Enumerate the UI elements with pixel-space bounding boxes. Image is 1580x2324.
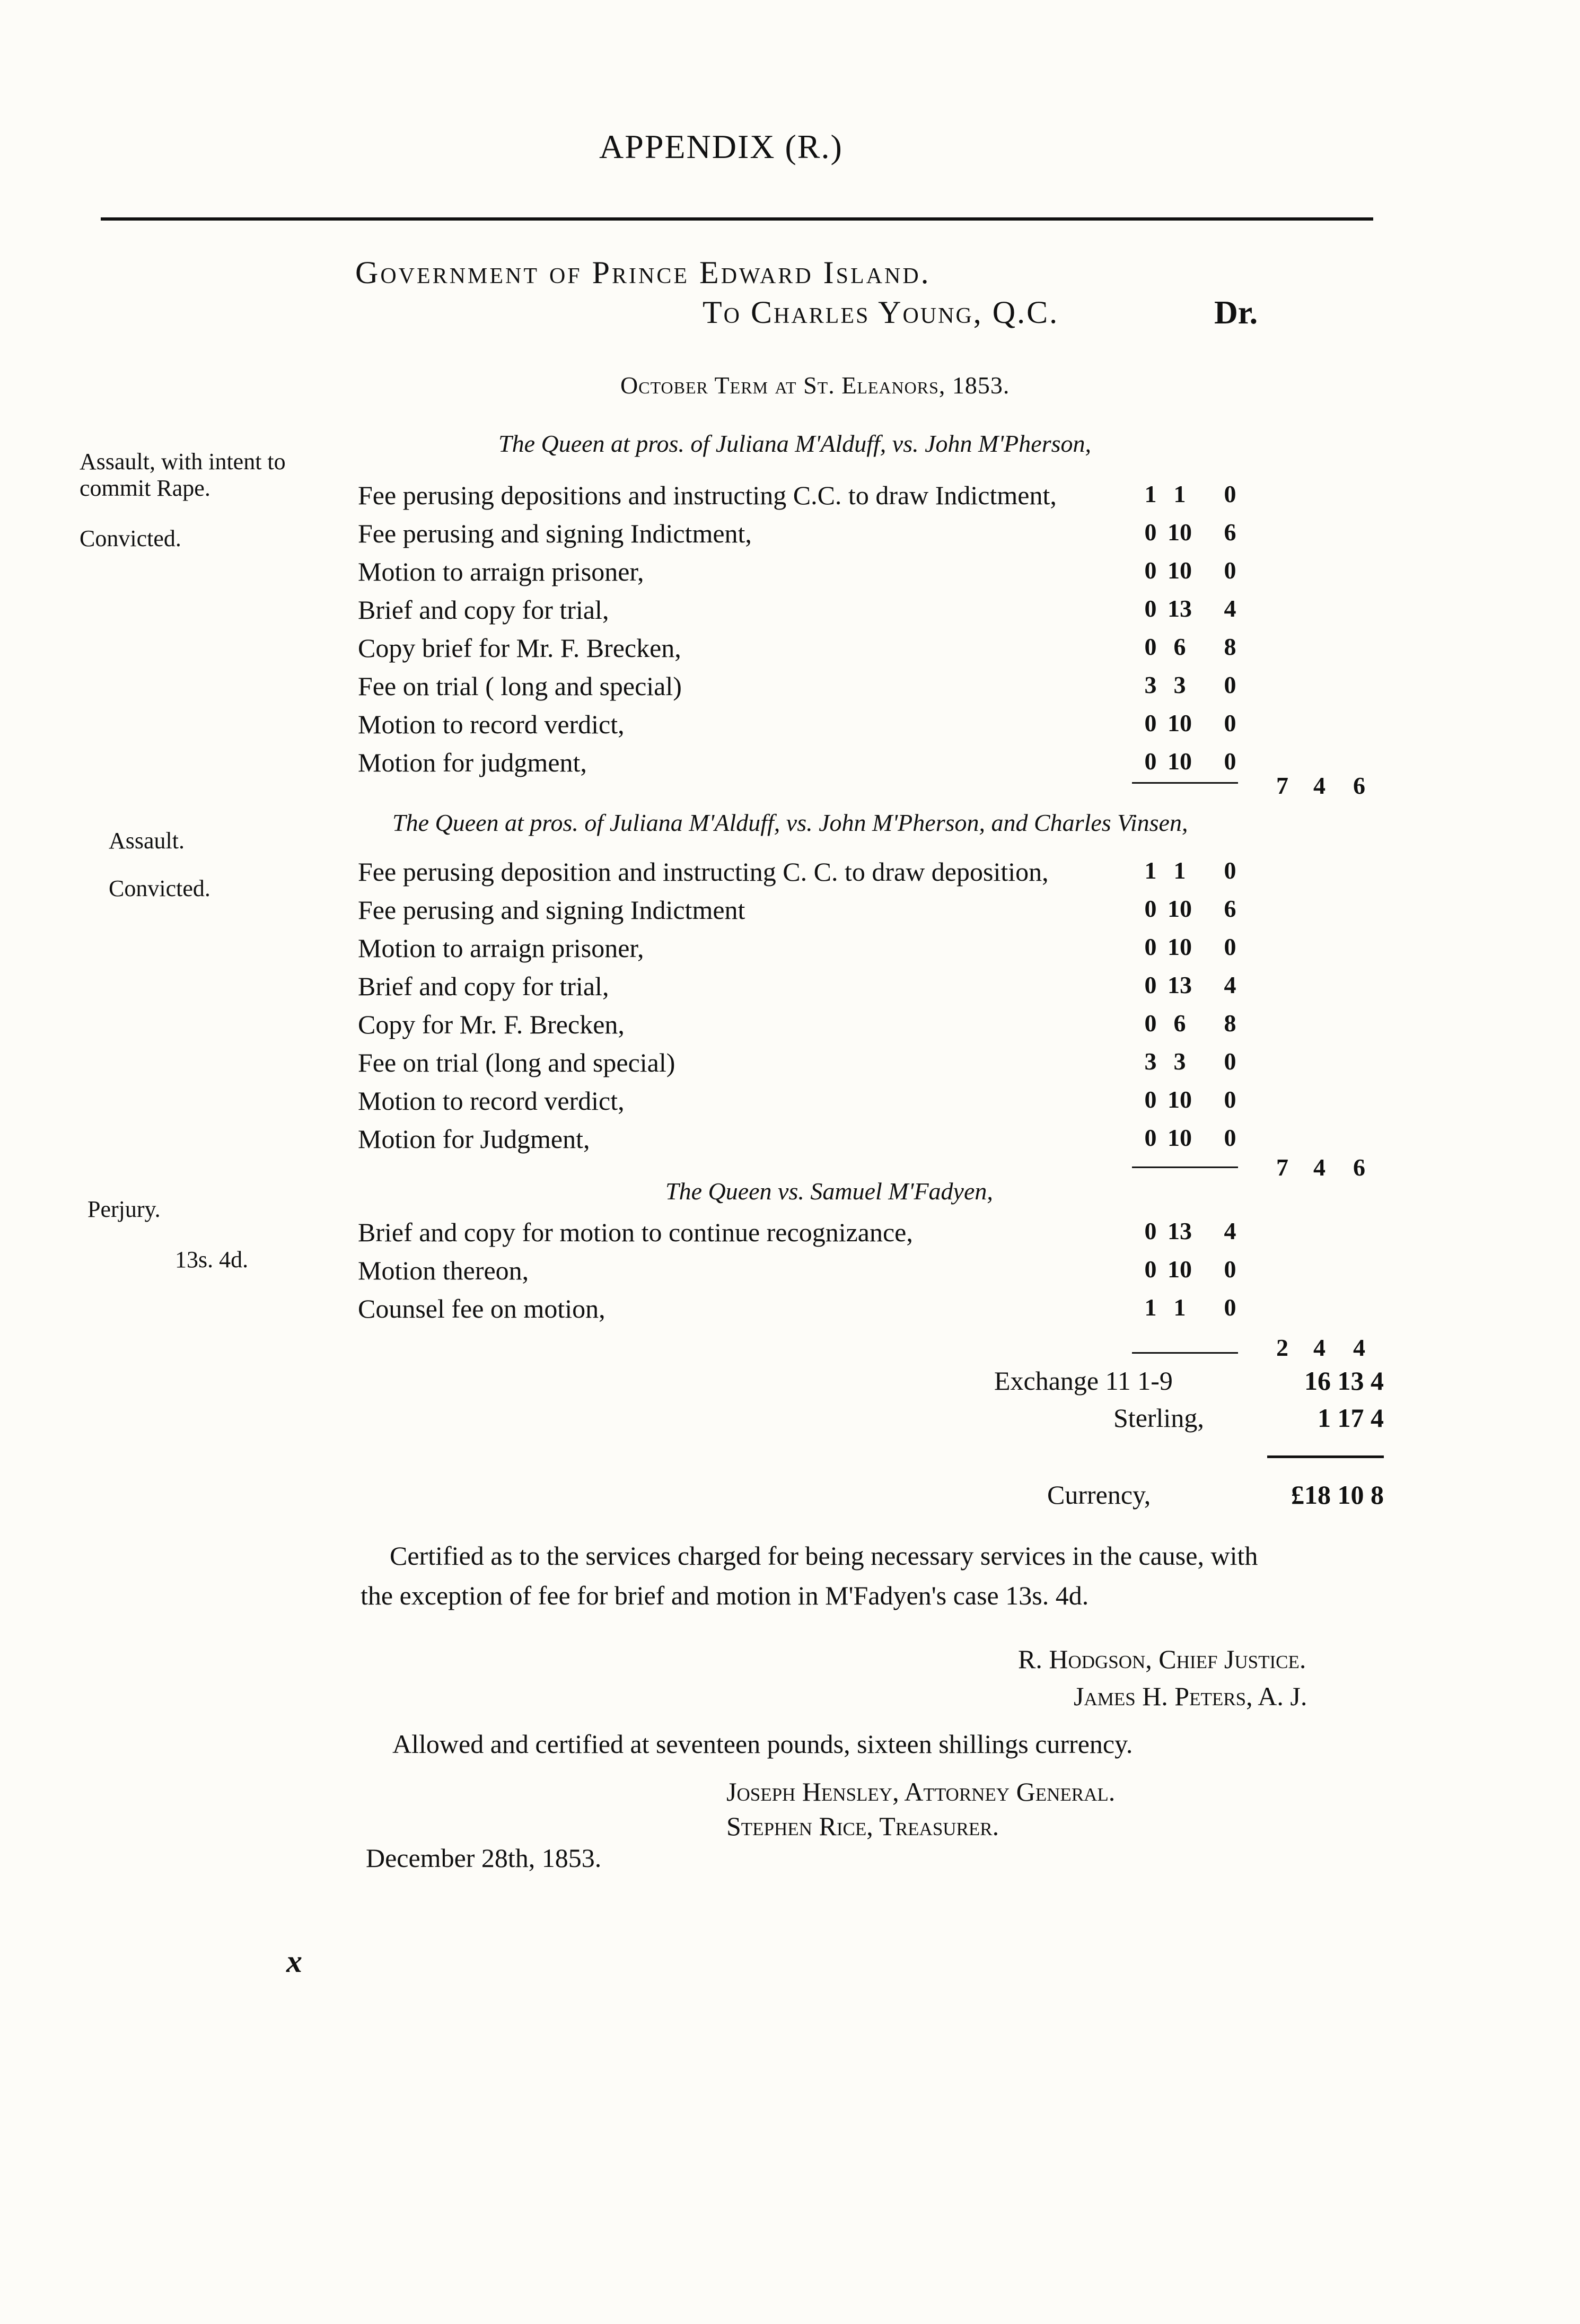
line-item-description: Fee on trial ( long and special) xyxy=(358,671,682,701)
line-item-pence: 0 xyxy=(1224,671,1236,698)
line-item-pounds: 0 xyxy=(1144,971,1157,998)
line-item-pounds: 0 xyxy=(1144,709,1157,736)
line-item-pounds: 1 xyxy=(1144,480,1157,507)
government-heading: Government of Prince Edward Island. xyxy=(355,255,931,290)
line-item-pounds: 0 xyxy=(1144,519,1157,546)
case3-total-shillings: 4 xyxy=(1313,1334,1326,1361)
line-item-pence: 4 xyxy=(1224,1217,1236,1244)
line-item-shillings: 10 xyxy=(1168,1256,1192,1283)
line-item-shillings: 10 xyxy=(1168,933,1192,960)
summary-rule xyxy=(1267,1455,1384,1458)
line-item-pounds: 1 xyxy=(1144,1294,1157,1321)
line-item-pounds: 0 xyxy=(1144,748,1157,775)
line-item-pounds: 0 xyxy=(1144,633,1157,660)
certification-date: December 28th, 1853. xyxy=(366,1843,602,1873)
case3-total-pence: 4 xyxy=(1353,1334,1365,1361)
case3-margin-charge: Perjury. xyxy=(87,1196,161,1222)
line-item-pence: 4 xyxy=(1224,971,1236,998)
currency-label: Currency, xyxy=(1047,1480,1151,1510)
line-item-pounds: 1 xyxy=(1144,857,1157,884)
line-item-pounds: 0 xyxy=(1144,1010,1157,1037)
case3-margin-amount: 13s. 4d. xyxy=(175,1247,249,1273)
line-item-shillings: 13 xyxy=(1168,595,1192,622)
line-item-shillings: 10 xyxy=(1168,748,1192,775)
addressee-line: To Charles Young, Q.C. xyxy=(703,295,1059,330)
line-item-shillings: 1 xyxy=(1173,857,1186,884)
line-item-description: Motion thereon, xyxy=(358,1256,529,1285)
line-item-description: Brief and copy for motion to continue recognizance, xyxy=(358,1217,913,1247)
line-item-pence: 0 xyxy=(1224,1048,1236,1075)
exchange-amount: 16 13 4 xyxy=(1304,1366,1384,1396)
signature-chief-justice: R. Hodgson, Chief Justice. xyxy=(1018,1644,1306,1674)
line-item-shillings: 10 xyxy=(1168,1124,1192,1151)
line-item-description: Motion to record verdict, xyxy=(358,709,625,739)
line-item-shillings: 1 xyxy=(1173,1294,1186,1321)
certification-line-1: Certified as to the services charged for being necessary services in the cause, with xyxy=(390,1541,1258,1571)
case2-total-pence: 6 xyxy=(1353,1154,1365,1181)
line-item-pence: 6 xyxy=(1224,519,1236,546)
case1-total-rule xyxy=(1132,782,1238,784)
case3-total-rule xyxy=(1132,1352,1238,1354)
page-title: APPENDIX (R.) xyxy=(599,128,843,165)
line-item-shillings: 10 xyxy=(1168,519,1192,546)
line-item-description: Motion to arraign prisoner, xyxy=(358,557,644,586)
line-item-shillings: 6 xyxy=(1173,633,1186,660)
line-item-description: Fee perusing depositions and instructing C.C. to draw Indictment, xyxy=(358,480,1057,510)
line-item-shillings: 3 xyxy=(1173,671,1186,698)
sterling-amount: 1 17 4 xyxy=(1318,1403,1384,1433)
line-item-pounds: 0 xyxy=(1144,895,1157,922)
case1-margin-charge-2: commit Rape. xyxy=(80,475,210,501)
case1-margin-charge: Assault, with intent to xyxy=(80,449,286,475)
line-item-pence: 4 xyxy=(1224,595,1236,622)
case2-title: The Queen at pros. of Juliana M'Alduff, vs. John M'Pherson, and Charles Vinsen, xyxy=(392,809,1188,836)
case1-margin-verdict: Convicted. xyxy=(80,525,181,551)
line-item-pounds: 3 xyxy=(1144,671,1157,698)
line-item-shillings: 10 xyxy=(1168,1086,1192,1113)
line-item-pence: 8 xyxy=(1224,1010,1236,1037)
line-item-description: Copy for Mr. F. Brecken, xyxy=(358,1010,625,1039)
case1-total-pence: 6 xyxy=(1353,772,1365,799)
debit-label: Dr. xyxy=(1214,295,1258,331)
line-item-shillings: 13 xyxy=(1168,1217,1192,1244)
footer-signature-mark: x xyxy=(286,1944,302,1979)
case2-margin-charge: Assault. xyxy=(109,828,185,854)
line-item-shillings: 10 xyxy=(1168,895,1192,922)
case2-total-pounds: 7 xyxy=(1276,1154,1288,1181)
line-item-pounds: 0 xyxy=(1144,557,1157,584)
case3-title: The Queen vs. Samuel M'Fadyen, xyxy=(665,1178,993,1205)
signature-treasurer: Stephen Rice, Treasurer. xyxy=(726,1811,999,1841)
case2-margin-verdict: Convicted. xyxy=(109,875,210,901)
line-item-pence: 8 xyxy=(1224,633,1236,660)
header-rule xyxy=(101,217,1373,221)
case1-title: The Queen at pros. of Juliana M'Alduff, vs. John M'Pherson, xyxy=(498,430,1091,457)
case3-total-pounds: 2 xyxy=(1276,1334,1288,1361)
line-item-pence: 0 xyxy=(1224,1086,1236,1113)
line-item-pence: 6 xyxy=(1224,895,1236,922)
line-item-pounds: 0 xyxy=(1144,933,1157,960)
line-item-pounds: 0 xyxy=(1144,1217,1157,1244)
line-item-description: Motion for Judgment, xyxy=(358,1124,590,1154)
allowed-statement: Allowed and certified at seventeen pounds, sixteen shillings currency. xyxy=(392,1729,1133,1759)
line-item-shillings: 6 xyxy=(1173,1010,1186,1037)
line-item-pence: 0 xyxy=(1224,709,1236,736)
line-item-pence: 0 xyxy=(1224,557,1236,584)
line-item-pence: 0 xyxy=(1224,748,1236,775)
signature-attorney-general: Joseph Hensley, Attorney General. xyxy=(726,1777,1116,1806)
line-item-description: Fee perusing and signing Indictment xyxy=(358,895,745,925)
line-item-description: Motion for judgment, xyxy=(358,748,587,777)
line-item-description: Motion to arraign prisoner, xyxy=(358,933,644,963)
certification-line-2: the exception of fee for brief and motion in M'Fadyen's case 13s. 4d. xyxy=(361,1581,1089,1610)
line-item-pounds: 0 xyxy=(1144,1086,1157,1113)
line-item-pounds: 0 xyxy=(1144,1256,1157,1283)
line-item-pounds: 3 xyxy=(1144,1048,1157,1075)
currency-amount: £18 10 8 xyxy=(1291,1480,1384,1510)
line-item-description: Copy brief for Mr. F. Brecken, xyxy=(358,633,681,663)
line-item-pence: 0 xyxy=(1224,857,1236,884)
line-item-shillings: 10 xyxy=(1168,709,1192,736)
line-item-shillings: 3 xyxy=(1173,1048,1186,1075)
line-item-shillings: 10 xyxy=(1168,557,1192,584)
line-item-description: Fee perusing deposition and instructing C. C. to draw deposition, xyxy=(358,857,1049,887)
line-item-pence: 0 xyxy=(1224,1124,1236,1151)
line-item-pence: 0 xyxy=(1224,480,1236,507)
line-item-pence: 0 xyxy=(1224,933,1236,960)
line-item-shillings: 13 xyxy=(1168,971,1192,998)
case1-total-pounds: 7 xyxy=(1276,772,1288,799)
line-item-pounds: 0 xyxy=(1144,1124,1157,1151)
line-item-description: Counsel fee on motion, xyxy=(358,1294,605,1323)
line-item-description: Fee perusing and signing Indictment, xyxy=(358,519,752,548)
exchange-label: Exchange 11 1-9 xyxy=(994,1366,1173,1396)
line-item-pence: 0 xyxy=(1224,1256,1236,1283)
term-heading: October Term at St. Eleanors, 1853. xyxy=(620,372,1010,399)
line-item-description: Brief and copy for trial, xyxy=(358,595,609,625)
line-item-description: Fee on trial (long and special) xyxy=(358,1048,675,1077)
line-item-pounds: 0 xyxy=(1144,595,1157,622)
line-item-description: Motion to record verdict, xyxy=(358,1086,625,1116)
case1-total-shillings: 4 xyxy=(1313,772,1326,799)
line-item-shillings: 1 xyxy=(1173,480,1186,507)
case2-total-shillings: 4 xyxy=(1313,1154,1326,1181)
sterling-label: Sterling, xyxy=(1113,1403,1204,1433)
case2-total-rule xyxy=(1132,1167,1238,1168)
line-item-description: Brief and copy for trial, xyxy=(358,971,609,1001)
line-item-pence: 0 xyxy=(1224,1294,1236,1321)
signature-assistant-judge: James H. Peters, A. J. xyxy=(1074,1681,1307,1711)
